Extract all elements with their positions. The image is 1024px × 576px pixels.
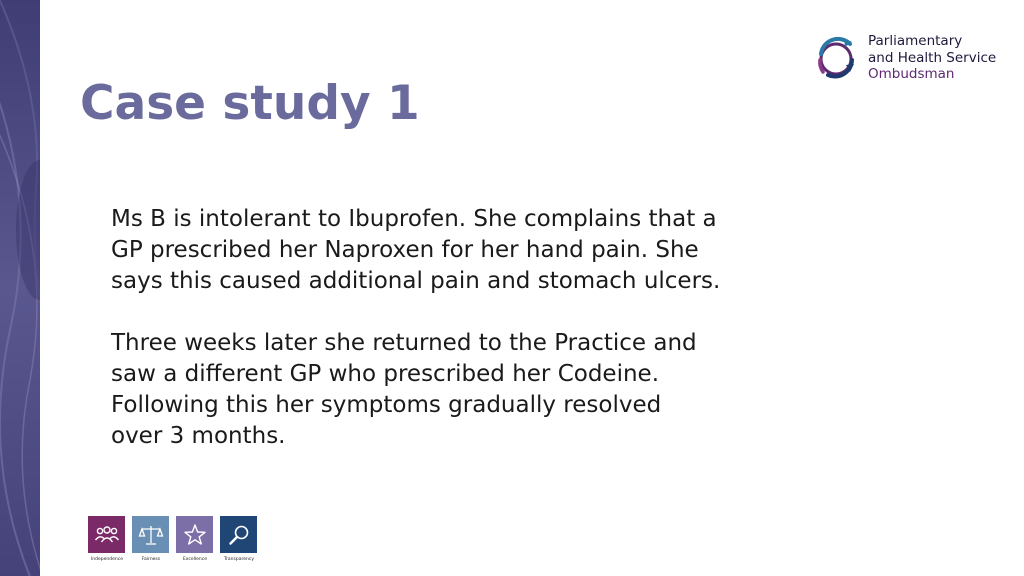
paragraph-outcome: Three weeks later she returned to the Practice and saw a different GP who prescribed her Codeine. Following this her symptoms gradually resolved over 3 months.	[111, 330, 697, 449]
people-icon	[93, 525, 121, 545]
value-independence	[88, 516, 126, 563]
value-label-independence: Independence	[90, 557, 123, 562]
logo-text-line-1: Parliamentary	[868, 33, 963, 49]
value-tile-excellence	[176, 516, 213, 553]
logo-text-line-3: Ombudsman	[868, 66, 955, 82]
value-tile-transparency	[220, 516, 257, 553]
star-icon	[183, 523, 207, 547]
paragraph-complaint: Ms B is intolerant to Ibuprofen. She complains that a GP prescribed her Naproxen for her hand pain. She says this caused additional pain and stomach ulcers.	[111, 206, 721, 294]
magnifier-icon	[227, 523, 251, 547]
value-excellence	[176, 516, 214, 563]
logo-swirl-icon	[814, 30, 866, 86]
logo-wordmark	[868, 33, 996, 83]
page-title: Case study 1	[80, 76, 420, 131]
value-label-transparency: Transparency	[223, 557, 254, 562]
value-label-excellence: Excellence	[182, 557, 208, 562]
value-label-fairness: Fairness	[141, 557, 161, 562]
value-transparency	[220, 516, 258, 563]
decorative-side-band	[0, 0, 40, 576]
phso-logo	[814, 30, 1004, 86]
value-tile-fairness	[132, 516, 169, 553]
value-tile-independence	[88, 516, 125, 553]
scales-icon	[138, 523, 164, 547]
case-description	[111, 204, 771, 452]
logo-text-line-2: and Health Service	[868, 49, 997, 66]
value-fairness	[132, 516, 170, 563]
